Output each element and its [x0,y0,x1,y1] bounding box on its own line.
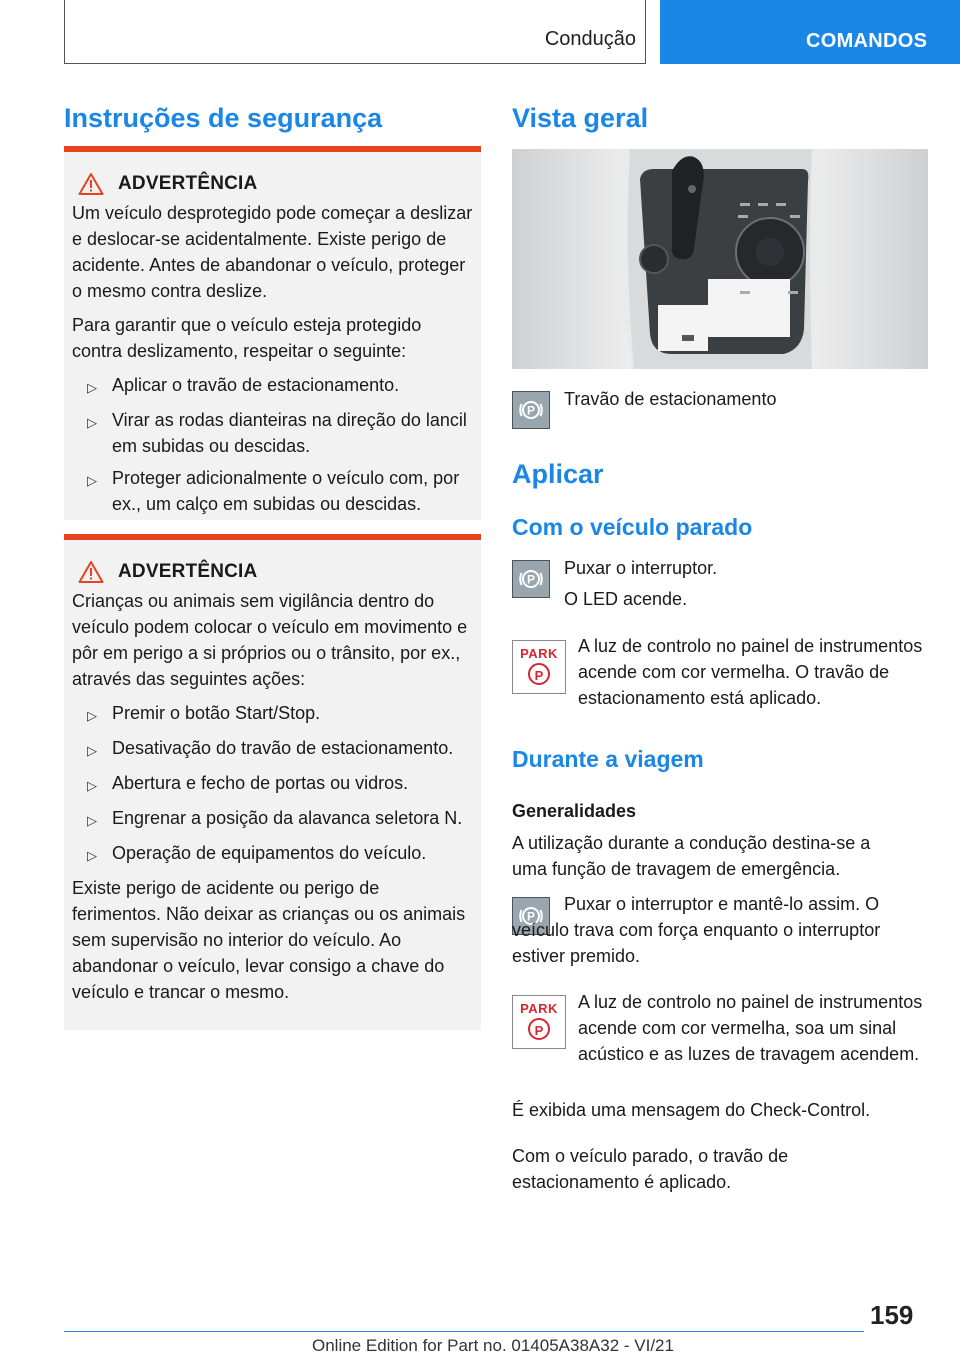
park-indicator-icon [512,640,566,694]
park-letter: P [528,1018,550,1040]
footer-divider [64,1331,864,1332]
list-item-text: Desativação do travão de estacionamento. [112,738,454,758]
warning-paragraph: Crianças ou animais sem vigilância dentro do veículo podem colocar o veículo em movimento e pôr em perigo a si próprios ou o trânsito, por ex., através das seguintes ações: [72,591,468,689]
driving-subtitle: Durante a viagem [512,746,704,772]
driving-step-3: Com o veículo parado, o travão de estacionamento é aplicado. [512,1146,789,1192]
warning-paragraph: Para garantir que o veículo esteja protegido contra deslizamento, respeitar o seguinte: [72,315,422,361]
warning-box-1 [64,146,481,520]
overview-title: Vista geral [512,103,649,133]
list-item-text: Aplicar o travão de estacionamento. [112,375,400,395]
general-paragraph: A utilização durante a condução destina-se a uma função de travagem de emergência. [512,833,871,879]
page-number: 159 [870,1300,914,1330]
apply-title: Aplicar [512,459,604,489]
bullet-triangle-icon: ▷ [87,848,97,863]
driving-lamp-text-wrap [512,989,928,1069]
list-item-text: Virar as rodas dianteiras na direção do lancil em subidas ou descidas. [112,410,467,456]
list-item [72,840,473,869]
bullet-triangle-icon: ▷ [87,415,97,430]
list-item-text: Proteger adicionalmente o veículo com, por ex., um calço em subidas ou descidas. [112,468,460,514]
park-word: PARK [520,1001,558,1016]
warning-heading: ADVERTÊNCIA [118,173,258,194]
bullet-triangle-icon: ▷ [87,813,97,828]
list-item-text: Operação de equipamentos do veículo. [112,843,427,863]
warning-heading: ADVERTÊNCIA [118,561,258,582]
driving-step-2: É exibida uma mensagem do Check-Control. [512,1100,871,1120]
bullet-triangle-icon: ▷ [87,708,97,723]
general-heading: Generalidades [512,801,637,821]
float-spacer [512,989,578,1069]
driving-lamp-text: A luz de controlo no painel de instrumentos acende com cor vermelha, soa um sinal acústico e as luzes de travagem acendem. [578,992,923,1064]
list-item-text: Abertura e fecho de portas ou vidros. [112,773,409,793]
park-letter: P [528,663,550,685]
list-item [72,735,473,764]
svg-text:P: P [526,572,536,587]
parked-lamp-text: A luz de controlo no painel de instrumentos acende com cor vermelha. O travão de estacionamento está aplicado. [578,636,923,708]
warning-paragraph: Um veículo desprotegido pode começar a deslizar e deslocar-se acidentalmente. Existe perigo de acidente. Antes de abandonar o veículo, proteger o mesmo contra deslize. [72,203,473,301]
list-item [72,465,473,517]
parked-subtitle: Com o veículo parado [512,514,753,540]
parking-brake-switch-icon [512,391,550,429]
warning-box-2 [64,534,481,1030]
parked-step-1: Puxar o interruptor. [564,558,718,578]
svg-text:P: P [526,403,536,418]
svg-text:P: P [526,909,536,924]
list-item [72,770,473,799]
bullet-triangle-icon: ▷ [87,380,97,395]
list-item-text: Engrenar a posição da alavanca seletora N. [112,808,463,828]
safety-title: Instruções de segurança [64,103,383,133]
list-item [72,372,473,401]
list-item [72,407,473,459]
driving-step-1: Puxar o interruptor e mantê-lo assim. O veículo trava com força enquanto o interruptor estiver premido. [512,894,881,966]
warning-paragraph: Existe perigo de acidente ou perigo de ferimentos. Não deixar as crianças ou os animais sem supervisão no interior do veículo. Ao abandonar o veículo, levar consigo a chave do veículo e trancar o mesmo. [72,878,466,1002]
list-item [72,700,473,729]
bullet-triangle-icon: ▷ [87,778,97,793]
parking-brake-switch-icon [512,560,550,598]
list-item [72,805,473,834]
warning-triangle-icon [78,172,104,196]
bullet-triangle-icon: ▷ [87,743,97,758]
list-item-text: Premir o botão Start/Stop. [112,703,321,723]
bullet-triangle-icon: ▷ [87,473,97,488]
warning-triangle-icon [78,560,104,584]
edition-note: Online Edition for Part no. 01405A38A32 - VI/21 [312,1336,674,1355]
parked-step-2: O LED acende. [564,589,688,609]
switch-caption: Travão de estacionamento [564,389,777,409]
center-console-image [512,149,928,369]
park-word: PARK [520,646,558,661]
chapter-tab[interactable]: COMANDOS [660,0,960,64]
section-title: Condução [544,28,636,50]
